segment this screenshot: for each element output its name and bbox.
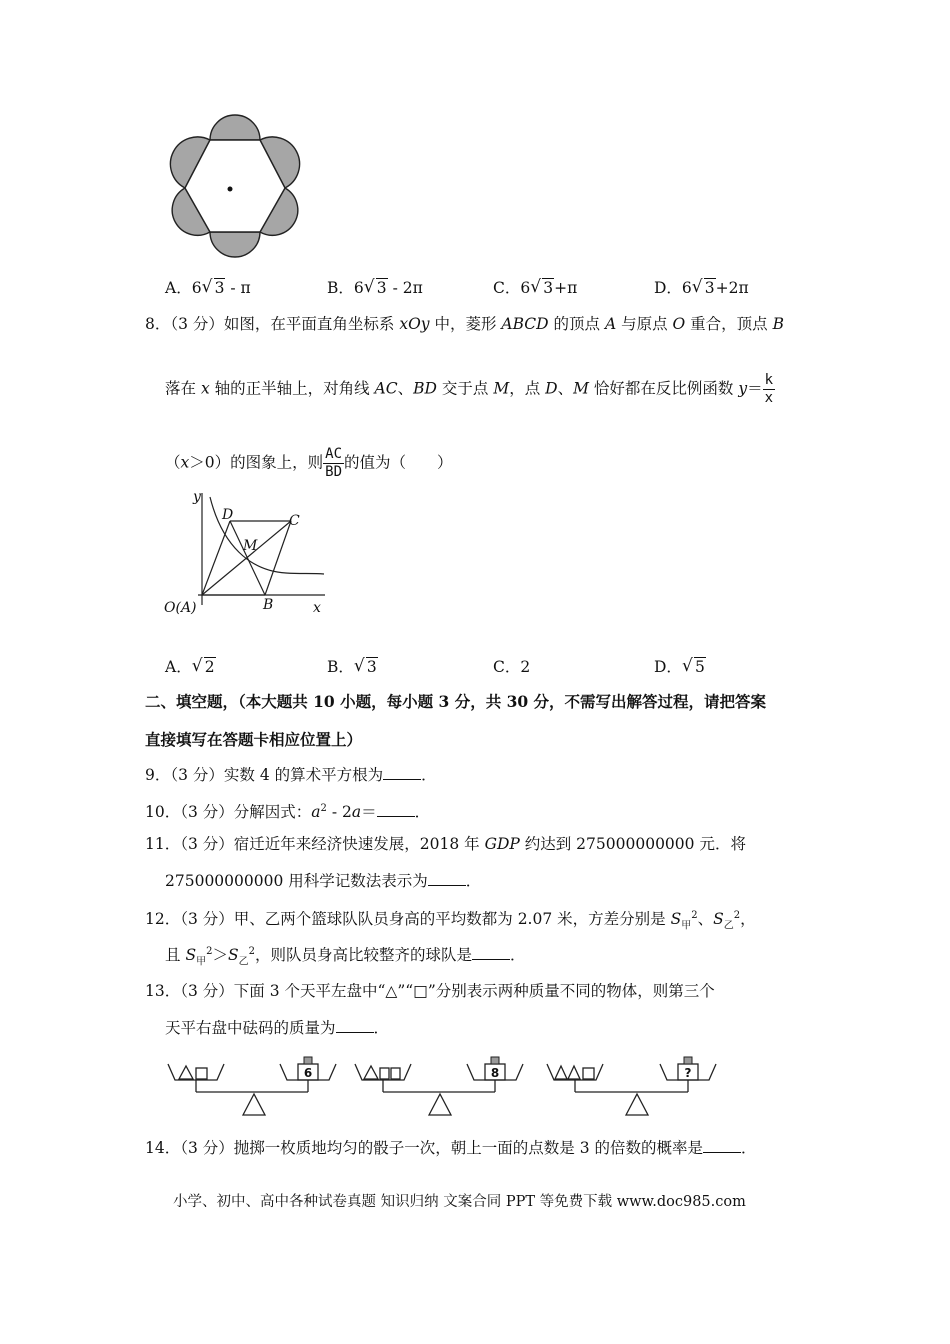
- weight-label-3: ?: [684, 1066, 692, 1080]
- rhombus-coordinate-figure: [160, 485, 330, 620]
- answer-blank[interactable]: [383, 765, 421, 780]
- q8-line3: （x＞0）的图象上，则 $\frac{AC}{BD}$ 的值为（ ）: [165, 446, 453, 480]
- page-footer[interactable]: 小学、初中、高中各种试卷真题 知识归纳 文案合同 PPT 等免费下载 www.doc985.com: [173, 1194, 746, 1210]
- q9: 9．（3 分）实数 4 的算术平方根为 ．: [145, 766, 437, 784]
- q11-line2: 275000000000 用科学记数法表示为 ．: [165, 872, 482, 890]
- q7-option-b: B．6 √ 3 - 2π: [327, 277, 423, 297]
- answer-blank[interactable]: [377, 802, 415, 817]
- weight-label-2: 8: [490, 1066, 500, 1080]
- q8-line1: 8．（3 分）如图，在平面直角坐标系 xOy 中，菱形 ABCD 的顶点 A 与原点 O 重合，顶点 B: [145, 315, 784, 333]
- section2-title: 二、填空题，（本大题共 10 小题，每小题 3 分，共 30 分，不需写出解答过程，请把答案: [145, 692, 767, 711]
- label-o: O(A): [164, 600, 197, 616]
- label-x: x: [313, 600, 321, 616]
- label-c: C: [289, 513, 300, 529]
- q14: 14．（3 分）抛掷一枚质地均匀的骰子一次，朝上一面的点数是 3 的倍数的概率是 ．: [145, 1139, 757, 1157]
- q7-option-d: D．6 √ 3+2π: [654, 277, 749, 297]
- q12-line1: 12．（3 分）甲、乙两个篮球队队员身高的平均数都为 2.07 米，方差分别是 $S_甲^2$、$S_乙^2$，: [145, 910, 756, 932]
- balance-scales-figure: [165, 1050, 725, 1120]
- q8-option-d: D． √ 5: [654, 656, 705, 676]
- hexagon-flower-figure: [160, 110, 310, 260]
- q10: 10．（3 分）分解因式：$a^2 - 2a=$ ．: [145, 803, 431, 822]
- q7-option-a: A．6 √ 3 - π: [165, 277, 251, 297]
- answer-blank[interactable]: [472, 945, 510, 960]
- q8-line2: 落在 x 轴的正半轴上，对角线 AC、BD 交于点 M，点 D、M 恰好都在反比例函数 y＝ $\frac{k}{x}$: [165, 372, 774, 406]
- fraction-k-over-x: $\frac{k}{x}$: [764, 372, 774, 406]
- label-y: y: [193, 489, 201, 505]
- answer-blank[interactable]: [428, 871, 466, 886]
- answer-blank[interactable]: [703, 1138, 741, 1153]
- q8-option-a: A． √ 2: [165, 656, 215, 676]
- q8-option-c: C．2: [493, 658, 531, 676]
- label-b: B: [263, 597, 274, 613]
- weight-label-1: 6: [303, 1066, 313, 1080]
- q13-line2: 天平右盘中砝码的质量为 ．: [165, 1019, 390, 1037]
- answer-blank[interactable]: [336, 1018, 374, 1033]
- q8-option-b: B． √ 3: [327, 656, 377, 676]
- q7-option-c: C．6 √ 3+π: [493, 277, 578, 297]
- q13-line1: 13．（3 分）下面 3 个天平左盘中“△”“□”分别表示两种质量不同的物体，则第三个: [145, 982, 715, 1000]
- label-m: M: [243, 538, 258, 554]
- section2-title-line2: 直接填写在答题卡相应位置上）: [145, 730, 363, 749]
- fraction-ac-over-bd: $\frac{AC}{BD}$: [325, 446, 342, 480]
- label-d: D: [222, 507, 234, 523]
- q12-line2: 且 $S_甲^2>S_乙^2$，则队员身高比较整齐的球队是 ．: [165, 946, 526, 968]
- q11-line1: 11．（3 分）宿迁近年来经济快速发展，2018 年 GDP 约达到 275000000000 元．将: [145, 835, 746, 853]
